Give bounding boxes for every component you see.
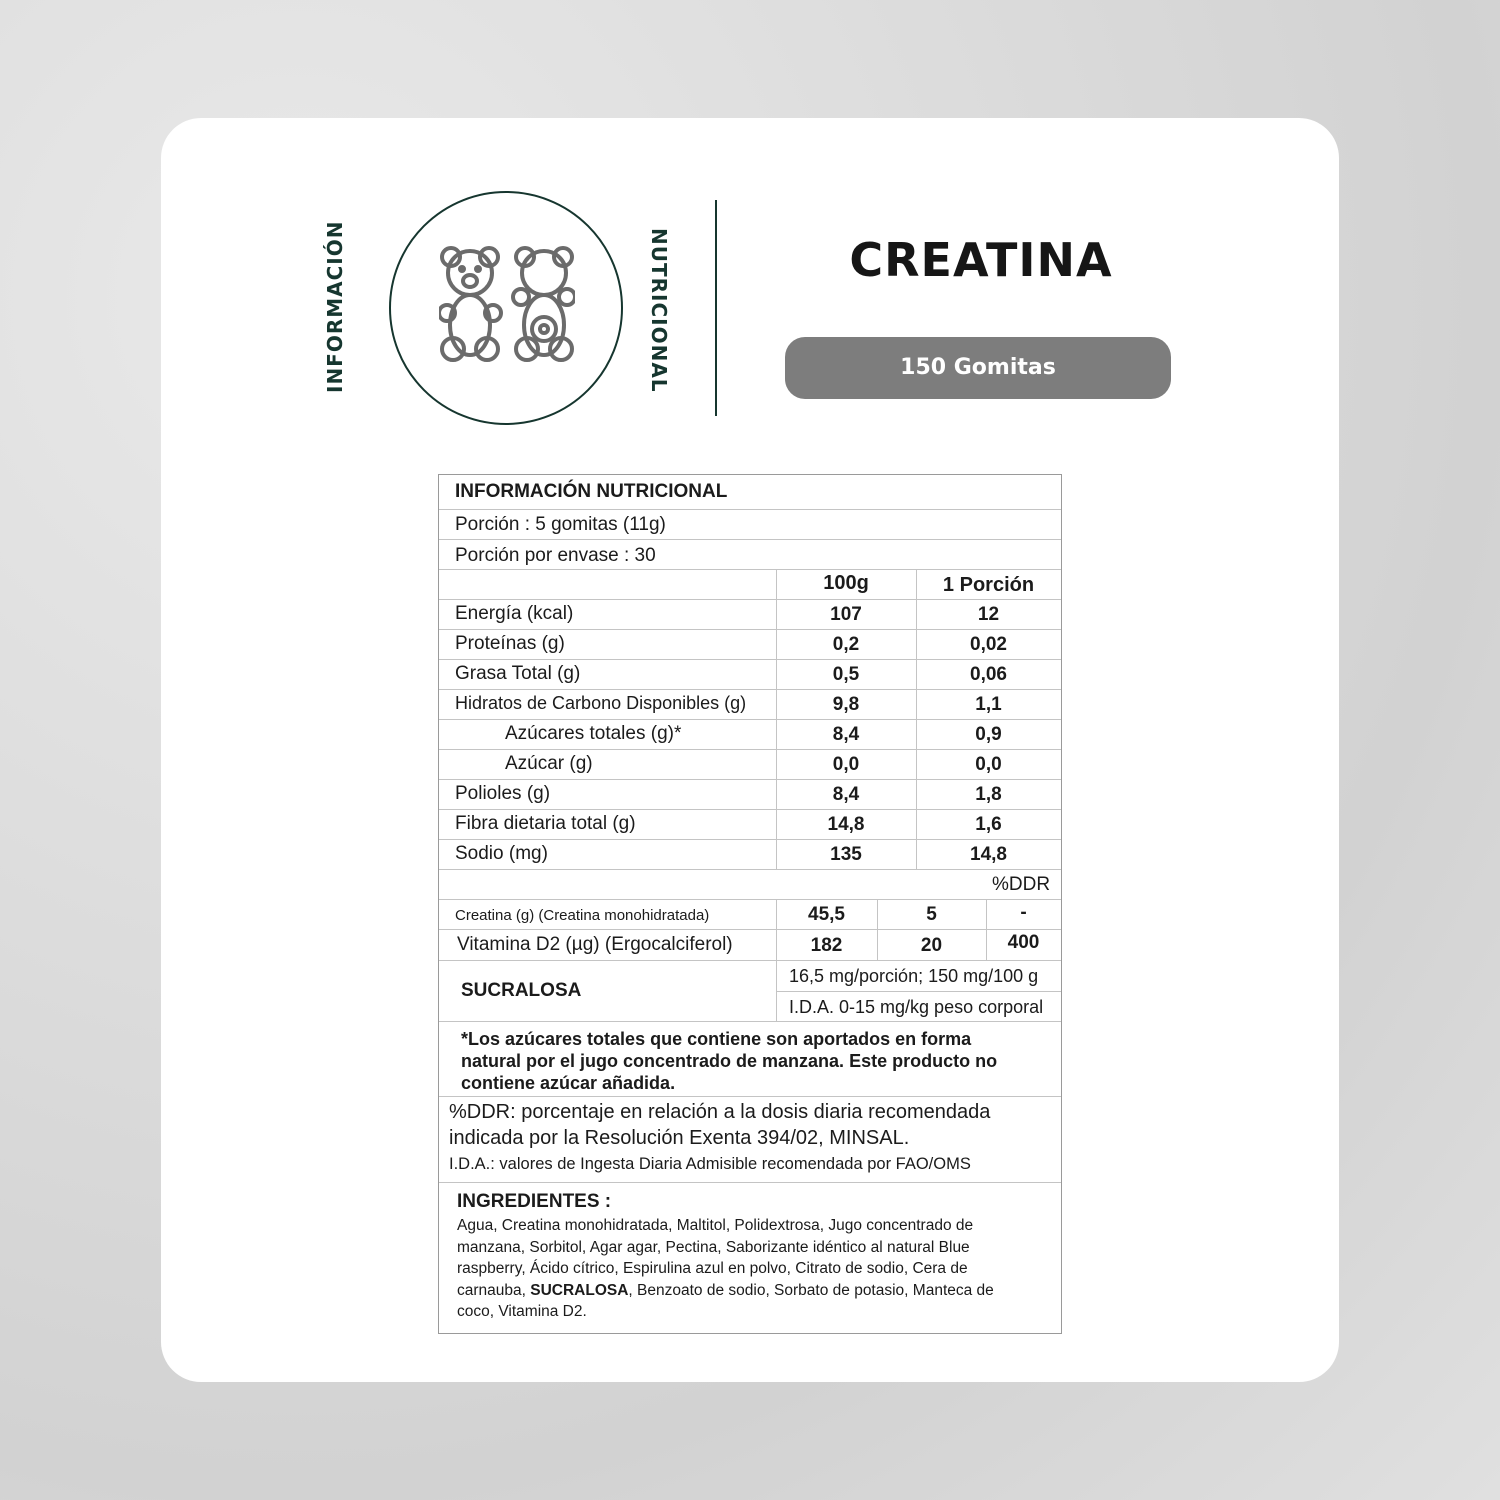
ida-note: I.D.A.: valores de Ingesta Diaria Admisible recomendada por FAO/OMS: [449, 1155, 971, 1173]
nutrient-portion: 1,8: [975, 784, 1002, 805]
product-title: CREATINA: [849, 233, 1113, 287]
ddr-note: %DDR: porcentaje en relación a la dosis diaria recomendada indicada por la Resolución Exenta 394/02, MINSAL.: [449, 1101, 991, 1149]
ingredients-text: Agua, Creatina monohidratada, Maltitol, Polidextrosa, Jugo concentrado de manzana, Sorbitol, Agar agar, Pectina, Saborizante idéntico al natural Blue raspberry, Ácido cítrico, Espirulina azul en polvo, Citrato de sodio, Cera de carnauba, SUCRALOSA, Benzoato de sodio, Sorbato de potasio, Manteca de coco, Vitamina D2.: [457, 1217, 994, 1320]
nutrient-portion: 1,6: [975, 814, 1002, 835]
nutrient-100g: 0,2: [832, 634, 860, 655]
sucralosa-row: [439, 961, 1061, 1022]
table-row: [439, 600, 1061, 630]
header-divider: [715, 200, 717, 416]
table-row: [439, 780, 1061, 810]
vitamina-100g: 182: [810, 935, 843, 956]
table-row: [439, 630, 1061, 660]
nutrient-name: Azúcar (g): [505, 753, 593, 774]
ddr-header-row: [439, 870, 1061, 900]
nutrient-100g: 135: [830, 844, 862, 865]
vitamina-ddr: 400: [1007, 932, 1040, 953]
vitamina-portion: 20: [920, 935, 943, 956]
footnote-row: [439, 1022, 1061, 1097]
nutrient-portion: 1,1: [975, 694, 1002, 715]
vertical-label-nutricional: NUTRICIONAL: [647, 228, 671, 393]
nutrient-name: Proteínas (g): [455, 633, 565, 654]
nutrient-name: Energía (kcal): [455, 603, 574, 624]
gummy-bears-badge: [389, 191, 623, 425]
col-100g: 100g: [823, 572, 869, 594]
creatina-ddr: -: [1020, 902, 1027, 923]
nutrient-name: Hidratos de Carbono Disponibles (g): [455, 693, 747, 713]
table-row: [439, 750, 1061, 780]
per-pack-row: [439, 540, 1061, 570]
nutrient-name: Fibra dietaria total (g): [455, 813, 636, 834]
nutrient-portion: 14,8: [970, 844, 1007, 865]
nutrient-100g: 14,8: [827, 814, 865, 835]
nutrient-100g: 8,4: [832, 724, 860, 745]
creatina-name: Creatina (g) (Creatina monohidratada): [455, 907, 710, 924]
creatina-100g: 45,5: [808, 904, 845, 925]
table-row: [439, 660, 1061, 690]
nutrient-name: Azúcares totales (g)*: [505, 723, 682, 744]
sucralosa-line1: 16,5 mg/porción; 150 mg/100 g: [789, 966, 1039, 986]
portion-row: [439, 510, 1061, 540]
ddr-header: %DDR: [992, 874, 1051, 895]
creatina-portion: 5: [926, 904, 937, 925]
nutrient-portion: 0,0: [975, 754, 1002, 775]
table-row: [439, 810, 1061, 840]
nutrient-portion: 0,06: [970, 664, 1007, 685]
nutrient-name: Sodio (mg): [455, 843, 548, 864]
table-row: [439, 720, 1061, 750]
per-pack-text: Porción por envase : 30: [455, 545, 656, 566]
sucralosa-line2: I.D.A. 0-15 mg/kg peso corporal: [789, 997, 1044, 1017]
nutrient-portion: 0,9: [975, 724, 1002, 745]
table-title: INFORMACIÓN NUTRICIONAL: [455, 481, 728, 502]
footnote-text: *Los azúcares totales que contiene son aportados en forma natural por el jugo concentrado de manzana. Este producto no contiene azúcar añadida.: [461, 1029, 998, 1093]
creatina-row: [439, 900, 1061, 930]
col-portion: 1 Porción: [942, 574, 1035, 596]
nutrient-100g: 9,8: [832, 694, 860, 715]
portion-text: Porción : 5 gomitas (11g): [455, 514, 666, 535]
sucralosa-name: SUCRALOSA: [461, 980, 582, 1001]
column-header-row: [439, 570, 1061, 600]
quantity-badge: 150 Gomitas: [785, 337, 1171, 399]
ddr-note-row: [439, 1097, 1061, 1183]
table-row: [439, 690, 1061, 720]
nutrient-100g: 0,0: [832, 754, 860, 775]
nutrient-name: Grasa Total (g): [455, 663, 581, 684]
nutrient-name: Polioles (g): [455, 783, 551, 804]
nutrient-portion: 12: [977, 604, 1000, 625]
nutrition-table: [438, 474, 1062, 1334]
nutrient-100g: 8,4: [832, 784, 860, 805]
gummy-bears-icon: [439, 245, 575, 369]
vertical-label-informacion: INFORMACIÓN: [323, 220, 347, 393]
nutrient-100g: 0,5: [832, 664, 860, 685]
card: [161, 118, 1339, 1382]
vitamina-row: [439, 930, 1061, 961]
table-row: [439, 840, 1061, 870]
ingredients-title: INGREDIENTES :: [457, 1191, 612, 1212]
vitamina-name: Vitamina D2 (µg) (Ergocalciferol): [457, 934, 733, 955]
nutrient-100g: 107: [830, 604, 862, 625]
table-title-row: [439, 475, 1061, 510]
nutrient-portion: 0,02: [970, 634, 1007, 655]
